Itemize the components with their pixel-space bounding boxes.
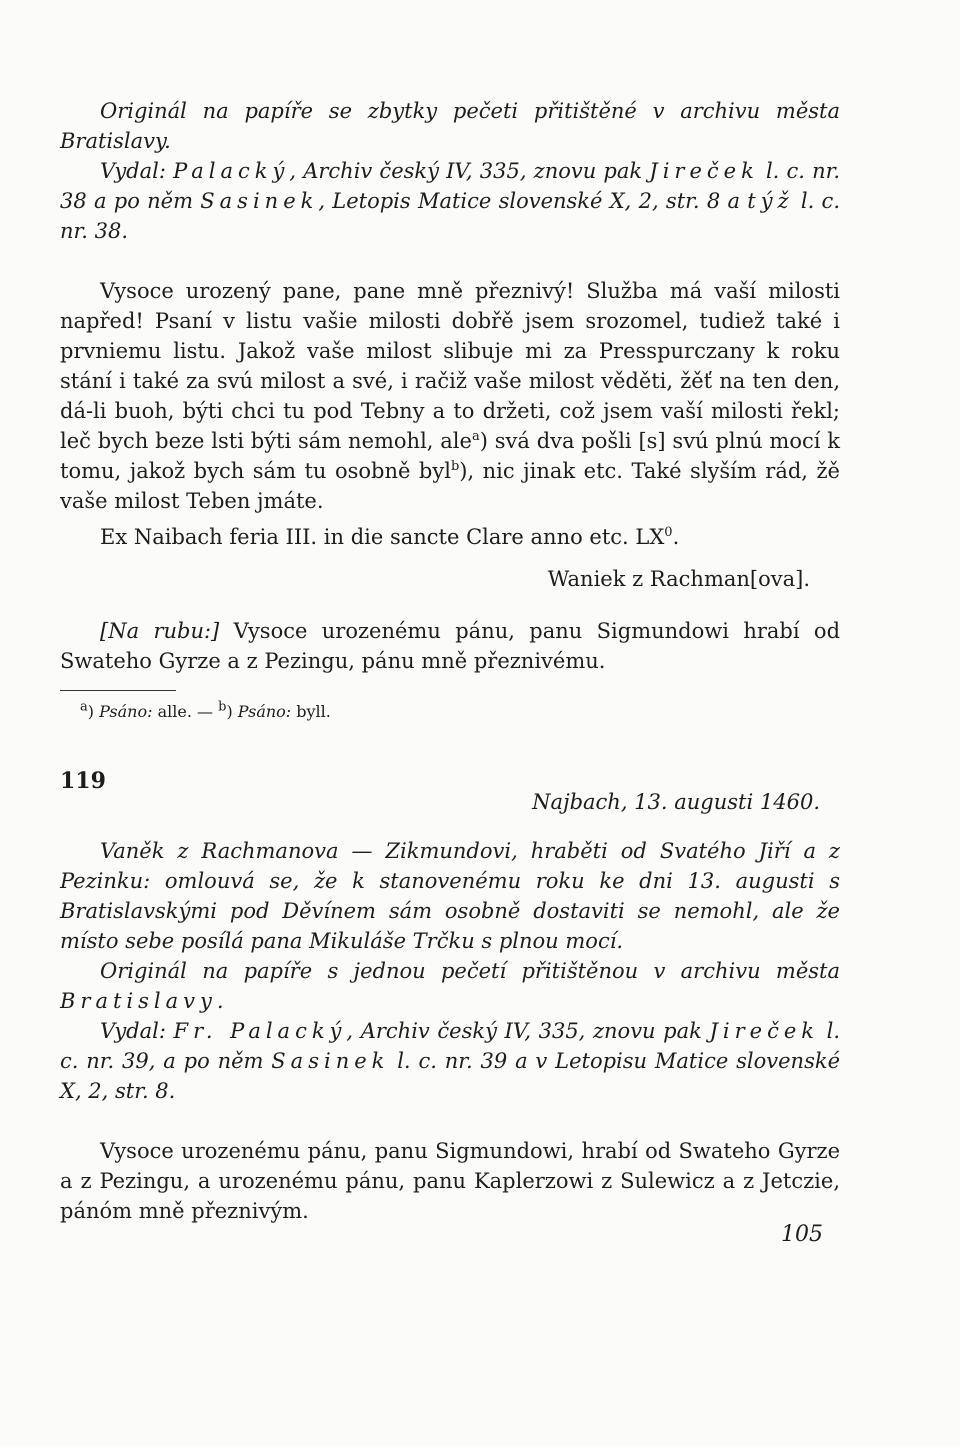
edition-note: Vydal: Palacký, Archiv český IV, 335, znovu pak Jireček l. c. nr. 38 a po něm Sasinek, Letopis Matice slovenské X, 2, str. 8 a týž l. c. nr. 38.: [60, 159, 841, 243]
letter-text: [60, 276, 840, 676]
footnote-mark-b: b: [450, 459, 460, 474]
regest: Vaněk z Rachmanova — Zikmundovi, hraběti od Svatého Jiří a z Pezinku: omlouvá se, že k stanovenému roku ke dni 13. augusti s Bratislavskými pod Děvínem sám osobně dostaviti se nemohl, ale že místo sebe posílá pana Mikuláše Trčku s plnou mocí.: [60, 839, 840, 953]
editor-name: Jireček: [649, 159, 759, 183]
letter-address: Vysoce urozenému pánu, panu Sigmundowi, hrabí od Swateho Gyrze a z Pezingu, a urozenému pánu, panu Kaplerzowi z Sulewicz a z Jetczie, pánóm mně přeznivým.: [60, 1139, 840, 1223]
footnotes: $^a$) Psáno: alle. — $^b$) Psáno: byll.: [80, 699, 331, 721]
footnote-divider: [60, 690, 176, 691]
address-note: [Na rubu:] Vysoce urozenému pánu, panu Sigmundowi hrabí od Swateho Gyrze a z Pezingu, pánu mně přeznivému.: [60, 619, 841, 673]
page-number: 105: [781, 1222, 823, 1247]
edition-note: Vydal: Fr. Palacký, Archiv český IV, 335, znovu pak Jireček l. c. nr. 39, a po něm Sasinek l. c. nr. 39 a v Letopisu Matice slovenské X, 2, str. 8.: [60, 1019, 840, 1103]
editor-name: Palacký: [173, 159, 290, 183]
archive-note: Originál na papíře se zbytky pečeti přitištěné v archivu města Bratislavy.: [60, 99, 840, 153]
document-number: 119: [60, 768, 106, 794]
dateline: Ex Naibach feria III. in die sancte Clare anno etc. $LX^0$.: [100, 525, 680, 549]
address-label: [Na rubu:]: [100, 619, 220, 643]
document-date: Najbach, 13. augusti 1460.: [532, 790, 820, 814]
editor-name: týž: [747, 189, 794, 213]
footnote-mark-a: a: [471, 429, 480, 444]
signature: Waniek z Rachman[ova].: [547, 567, 810, 591]
editor-name: Sasinek: [200, 189, 319, 213]
letter-body: Vysoce urozený pane, pane mně přeznivý! Služba má vaší milosti napřed! Psaní v listu vašie milosti dobřě jsem srozomel, tudiež také i prvniemu listu. Jakož vaše milost slibuje mi za Presspurczany k roku stání i také za svú milost a své, i račiž vaše milost věděti, žěť na ten den, dá-li buoh, býti chci tu pod Tebny a to držeti, což jsem vaší milosti řekl; leč bych beze lsti býti sám nemohl, ale$^a$) svá dva pošli [s] svú plnú mocí k tomu, jakož bych sám tu osobně byl$^b$), nic jinak etc. Také slyším rád, žě vaše milost Teben jmáte.: [60, 279, 840, 513]
source-note-previous: [60, 96, 840, 246]
archive-note: Originál na papíře s jednou pečetí přitištěnou v archivu města Bratislavy.: [60, 959, 840, 1013]
document-119: [60, 836, 840, 1226]
